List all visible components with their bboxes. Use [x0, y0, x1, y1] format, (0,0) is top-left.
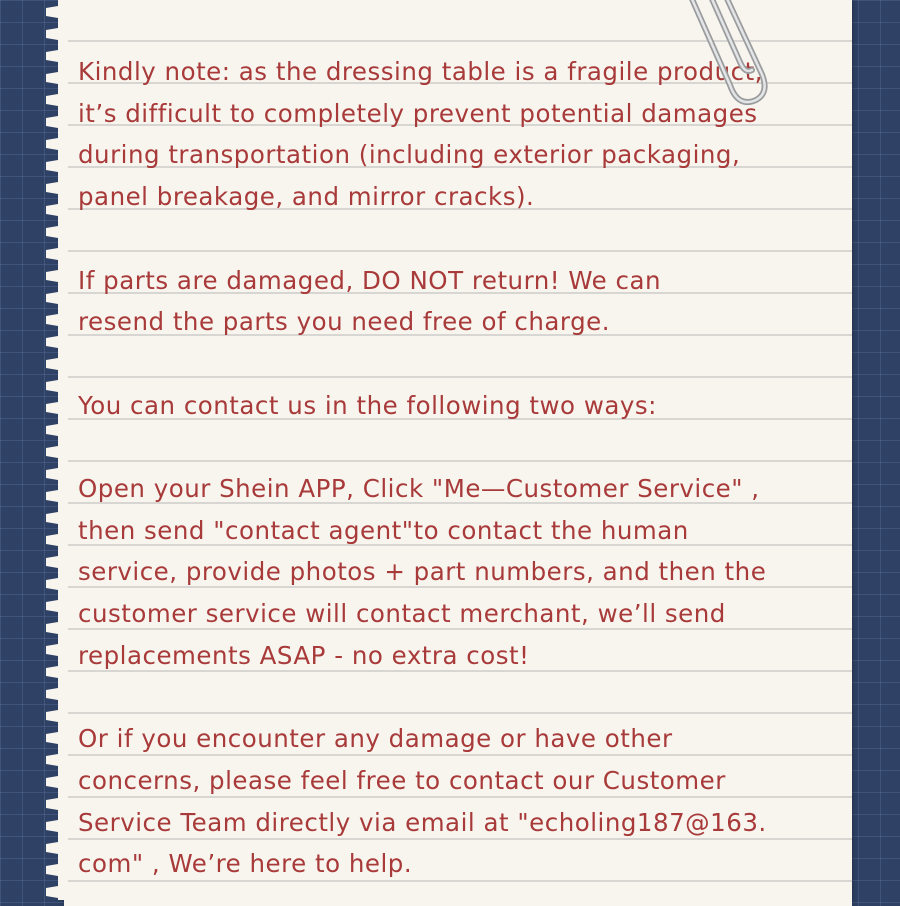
torn-paper-edge	[46, 0, 68, 900]
note-text	[78, 51, 848, 885]
note-paragraph-fragile: Kindly note: as the dressing table is a fragile product, it’s difficult to completely prevent potential damages during transportation (including exterior packaging, panel breakage, and mirror cracks).	[78, 57, 763, 212]
note-paragraph-email: Or if you encounter any damage or have other concerns, please feel free to contact our Customer Service Team directly via email at "echoling187@163. com" , We’re here to help.	[78, 724, 767, 879]
note-paragraph-shein-app: Open your Shein APP, Click "Me—Customer Service" , then send "contact agent"to contact the human service, provide photos + part numbers, and then the customer service will contact merchant, we’ll send replacements ASAP - no extra cost!	[78, 473, 767, 670]
note-paragraph-contact-ways: You can contact us in the following two ways:	[78, 390, 657, 420]
note-paragraph-damaged-parts: If parts are damaged, DO NOT return! We can resend the parts you need free of charge.	[78, 265, 662, 337]
paperclip-icon	[668, 0, 768, 125]
note-paper	[64, 0, 852, 906]
